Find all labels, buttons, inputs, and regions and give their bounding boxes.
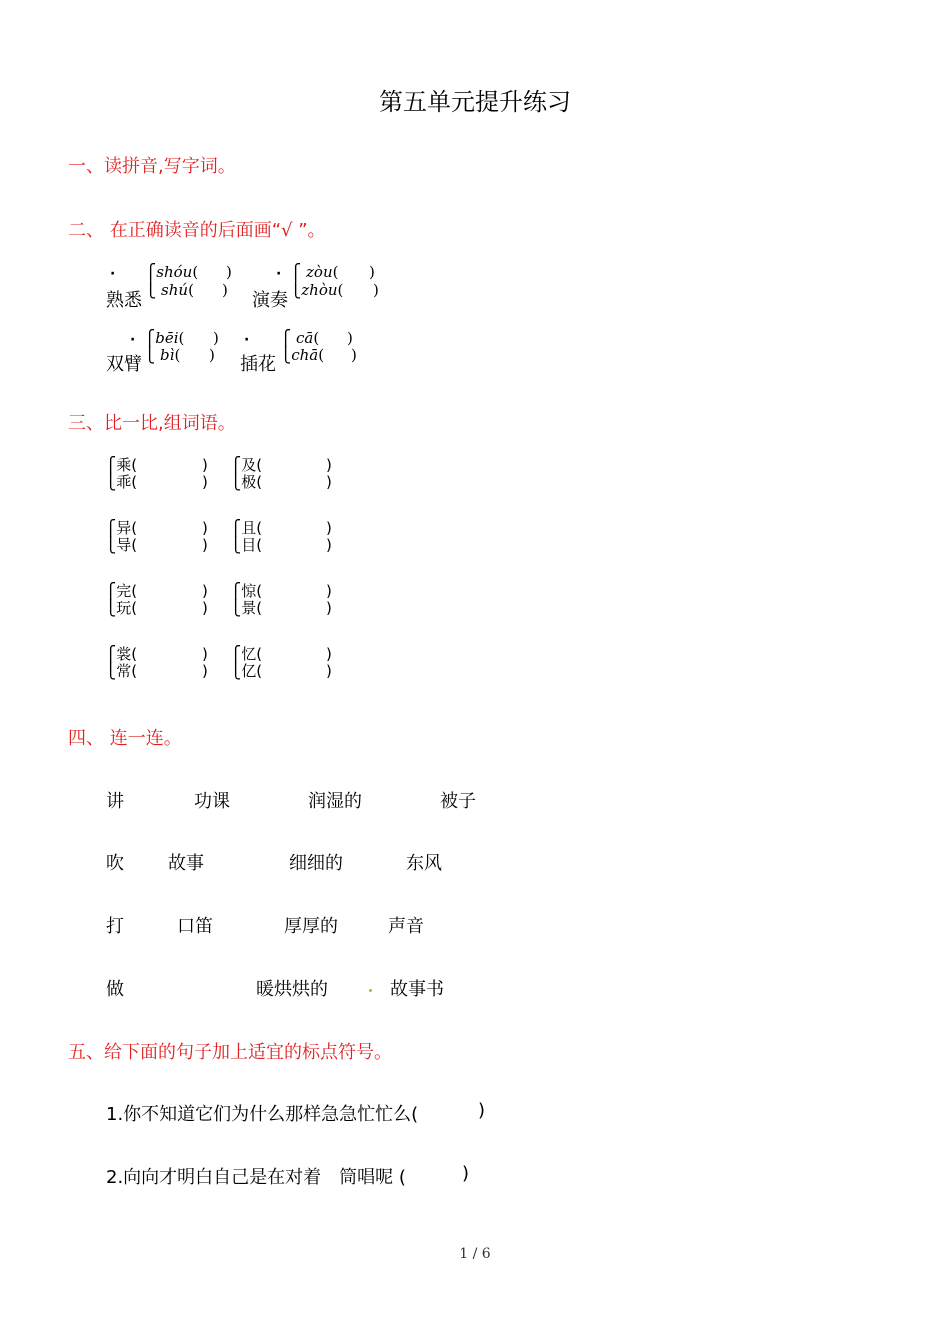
close-paren: ) — [326, 519, 332, 537]
close-paren: ) — [202, 456, 208, 474]
pinyin-word: 双臂 — [106, 354, 142, 375]
close-paren-pair — [202, 646, 208, 680]
pinyin-option-top — [145, 263, 198, 281]
close-paren-pair — [326, 646, 332, 680]
connect-word: 细细的 — [289, 853, 343, 874]
compare-char: 忆 — [241, 645, 257, 663]
brace-bottom: ⎩ — [230, 473, 242, 491]
pinyin-bottom: bì — [160, 346, 175, 364]
brace-top: ⎧ — [290, 263, 302, 281]
pinyin-option-bottom — [280, 346, 324, 364]
close-paren: ) — [202, 473, 208, 491]
compare-char: 裳 — [116, 645, 132, 663]
section-heading-5: 五、给下面的句子加上适宜的标点符号。 — [68, 1042, 392, 1063]
compare-char: 异 — [116, 519, 132, 537]
compare-char: 亿 — [241, 662, 257, 680]
open-paren: ( — [256, 645, 263, 663]
open-paren: ( — [318, 346, 325, 364]
emphasis-dot: · — [110, 266, 116, 282]
brace-top: ⎧ — [105, 582, 117, 600]
close-paren: ) — [373, 281, 379, 299]
connect-word: 润湿的 — [308, 791, 362, 812]
connect-word: 讲 — [106, 791, 124, 812]
page-number: 1 / 6 — [459, 1246, 491, 1262]
sentence: 2.向向才明白自己是在对着 筒唱呢 ( — [106, 1167, 406, 1188]
close-paren: ) — [326, 582, 332, 600]
brace-bottom: ⎩ — [230, 662, 242, 680]
brace-top: ⎧ — [144, 329, 156, 347]
brace-bottom: ⎩ — [105, 536, 117, 554]
open-paren: ( — [256, 456, 263, 474]
compare-char: 且 — [241, 519, 257, 537]
pinyin-bottom: chā — [291, 346, 319, 364]
compare-pair — [105, 583, 137, 617]
pinyin-bottom: zhòu — [301, 281, 338, 299]
open-paren: ( — [131, 599, 138, 617]
pinyin-option-top — [290, 263, 339, 281]
open-paren: ( — [192, 263, 199, 281]
pinyin-option-bottom — [144, 346, 180, 364]
close-paren: ) — [326, 456, 332, 474]
open-paren: ( — [131, 582, 138, 600]
pinyin-option-top — [144, 329, 184, 347]
close-paren: ) — [222, 281, 228, 299]
compare-pair — [230, 646, 262, 680]
close-paren-pair — [202, 520, 208, 554]
pinyin-option-bottom — [290, 281, 343, 299]
stray-mark — [369, 989, 372, 992]
page-title: 第五单元提升练习 — [379, 88, 571, 116]
pinyin-word: 演奏 — [252, 290, 288, 311]
open-paren: ( — [256, 662, 263, 680]
connect-word: 声音 — [388, 916, 424, 937]
close-paren-pair — [326, 583, 332, 617]
close-paren: ) — [326, 599, 332, 617]
brace-top: ⎧ — [230, 645, 242, 663]
compare-pair — [105, 457, 137, 491]
brace-bottom: ⎩ — [230, 599, 242, 617]
connect-word: 打 — [106, 916, 124, 937]
section-heading-2: 二、 在正确读音的后面画“√ ”。 — [68, 220, 326, 241]
open-paren: ( — [313, 329, 320, 347]
brace-top: ⎧ — [105, 645, 117, 663]
section-heading-3: 三、比一比,组词语。 — [68, 413, 236, 434]
close-paren: ) — [209, 346, 215, 364]
pinyin-top: cā — [296, 329, 314, 347]
emphasis-dot: · — [276, 266, 282, 282]
section-heading-1: 一、读拼音,写字词。 — [68, 156, 236, 177]
pinyin-option-bottom — [145, 281, 194, 299]
compare-char: 完 — [116, 582, 132, 600]
brace-top: ⎧ — [105, 519, 117, 537]
open-paren: ( — [188, 281, 194, 299]
compare-char: 极 — [241, 473, 257, 491]
open-paren: ( — [178, 329, 185, 347]
compare-char: 乖 — [116, 473, 132, 491]
connect-word: 吹 — [106, 853, 124, 874]
connect-word: 被子 — [440, 791, 476, 812]
close-paren: ) — [369, 263, 375, 281]
close-paren: ) — [462, 1163, 470, 1184]
emphasis-dot: · — [130, 332, 136, 348]
brace-bottom: ⎩ — [145, 281, 157, 299]
close-paren: ) — [351, 346, 357, 364]
brace-top: ⎧ — [105, 456, 117, 474]
pinyin-option-top — [280, 329, 319, 347]
pinyin-word: 熟悉 — [106, 290, 142, 311]
open-paren: ( — [131, 645, 138, 663]
compare-char: 及 — [241, 456, 257, 474]
brace-bottom: ⎩ — [290, 281, 302, 299]
open-paren: ( — [174, 346, 181, 364]
close-paren: ) — [326, 662, 332, 680]
brace-top: ⎧ — [280, 329, 292, 347]
close-paren: ) — [202, 645, 208, 663]
compare-pair — [230, 520, 262, 554]
brace-top: ⎧ — [230, 582, 242, 600]
brace-bottom: ⎩ — [105, 599, 117, 617]
close-paren: ) — [226, 263, 232, 281]
open-paren: ( — [337, 281, 344, 299]
compare-char: 导 — [116, 536, 132, 554]
connect-word: 厚厚的 — [284, 916, 338, 937]
pinyin-top: bēi — [155, 329, 179, 347]
compare-char: 常 — [116, 662, 132, 680]
open-paren: ( — [131, 536, 138, 554]
pinyin-top: shóu — [156, 263, 193, 281]
brace-bottom: ⎩ — [280, 346, 292, 364]
brace-bottom: ⎩ — [105, 662, 117, 680]
brace-top: ⎧ — [145, 263, 157, 281]
emphasis-dot: · — [244, 332, 250, 348]
compare-pair — [105, 646, 137, 680]
close-paren: ) — [213, 329, 219, 347]
close-paren: ) — [478, 1100, 486, 1121]
close-paren: ) — [347, 329, 353, 347]
brace-bottom: ⎩ — [144, 346, 156, 364]
close-paren: ) — [202, 582, 208, 600]
compare-pair — [105, 520, 137, 554]
compare-char: 乘 — [116, 456, 132, 474]
compare-char: 目 — [241, 536, 257, 554]
brace-bottom: ⎩ — [230, 536, 242, 554]
close-paren: ) — [326, 536, 332, 554]
close-paren-pair — [326, 520, 332, 554]
connect-word: 口笛 — [177, 916, 213, 937]
close-paren-pair — [202, 583, 208, 617]
pinyin-word: 插花 — [240, 354, 276, 375]
connect-word: 东风 — [406, 853, 442, 874]
open-paren: ( — [256, 599, 263, 617]
open-paren: ( — [256, 519, 263, 537]
connect-word: 做 — [106, 979, 124, 1000]
connect-word: 暖烘烘的 — [256, 979, 328, 1000]
close-paren: ) — [202, 599, 208, 617]
compare-pair — [230, 583, 262, 617]
brace-bottom: ⎩ — [105, 473, 117, 491]
open-paren: ( — [256, 582, 263, 600]
close-paren: ) — [326, 645, 332, 663]
brace-top: ⎧ — [230, 519, 242, 537]
close-paren-pair — [202, 457, 208, 491]
connect-word: 故事书 — [390, 979, 444, 1000]
close-paren: ) — [326, 473, 332, 491]
close-paren: ) — [202, 519, 208, 537]
close-paren: ) — [202, 536, 208, 554]
open-paren: ( — [131, 519, 138, 537]
open-paren: ( — [131, 662, 138, 680]
close-paren: ) — [202, 662, 208, 680]
compare-char: 惊 — [241, 582, 257, 600]
open-paren: ( — [256, 536, 263, 554]
pinyin-bottom: shú — [161, 281, 189, 299]
compare-pair — [230, 457, 262, 491]
open-paren: ( — [332, 263, 339, 281]
pinyin-top: zòu — [306, 263, 333, 281]
connect-word: 功课 — [194, 791, 230, 812]
connect-word: 故事 — [168, 853, 204, 874]
brace-top: ⎧ — [230, 456, 242, 474]
compare-char: 玩 — [116, 599, 132, 617]
sentence: 1.你不知道它们为什么那样急急忙忙么( — [106, 1104, 419, 1125]
open-paren: ( — [131, 473, 138, 491]
close-paren-pair — [326, 457, 332, 491]
open-paren: ( — [256, 473, 263, 491]
open-paren: ( — [131, 456, 138, 474]
section-heading-4: 四、 连一连。 — [68, 728, 182, 749]
compare-char: 景 — [241, 599, 257, 617]
